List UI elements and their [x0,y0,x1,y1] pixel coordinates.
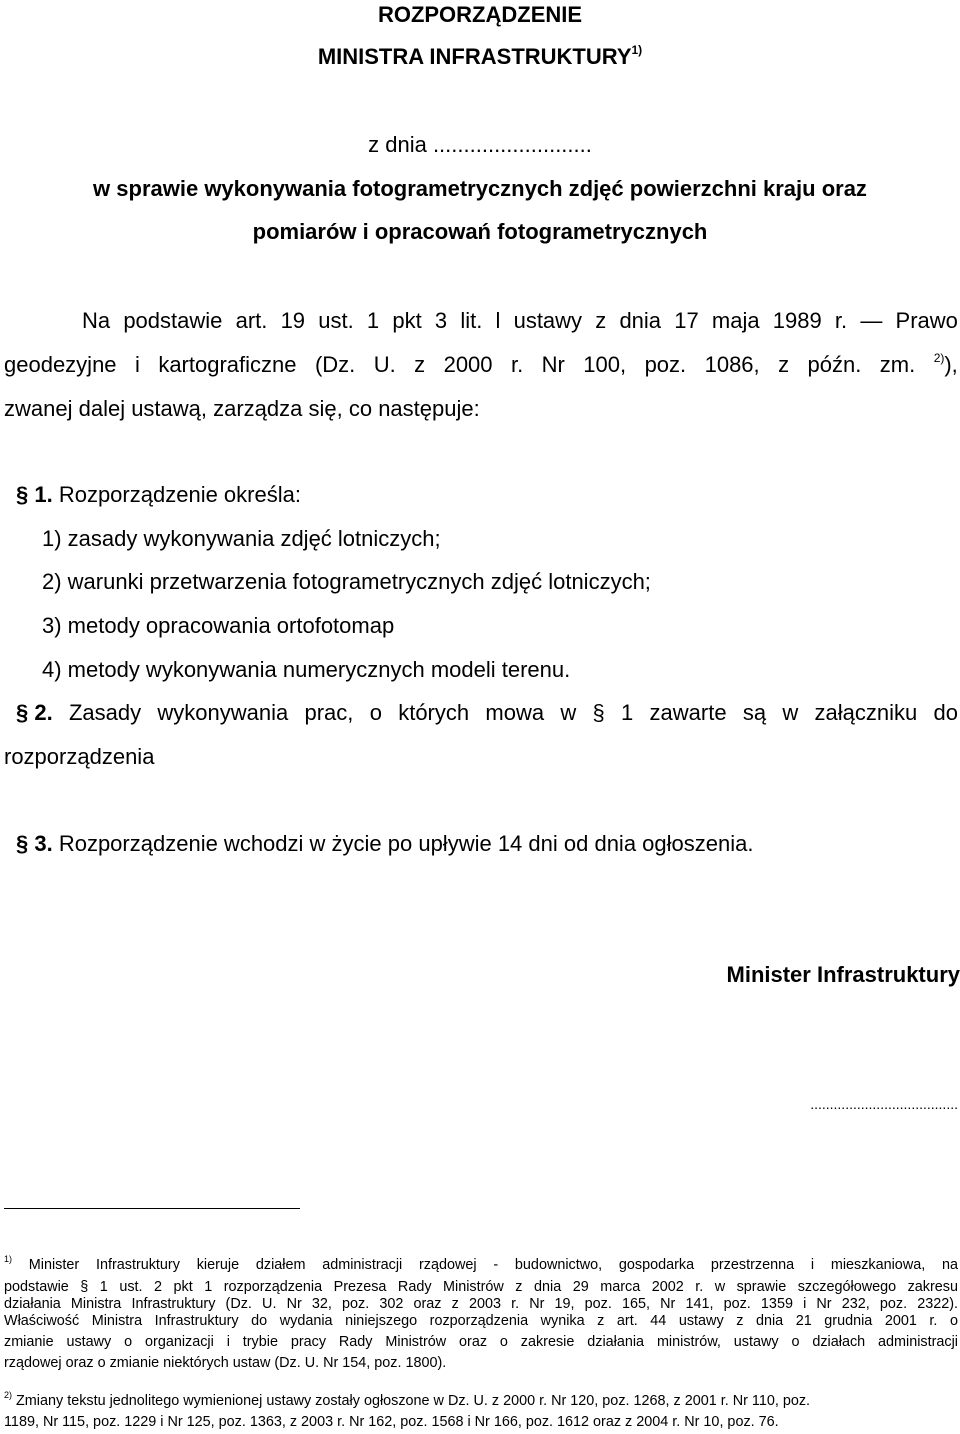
document-title [0,2,960,28]
word: 100, [583,352,627,377]
word: z [778,352,790,377]
word: 19 [280,308,306,333]
word: są [742,700,767,725]
date-line: z dnia .......................... [368,132,592,157]
footnote-1-ref: 1) [4,1254,13,1264]
word: geodezyjne [4,352,117,377]
word: prac, [304,700,354,725]
section-3-text: Rozporządzenie wchodzi w życie po upływie 14 dni od dnia ogłoszenia. [58,831,754,856]
footnote-1-line-2: podstawie § 1 ust. 2 pkt 1 rozporządzenia Prezesa Rady Ministrów z dnia 29 marca 2002 r. w sprawie szczegółowego zakresu [4,1279,958,1295]
word: 1086, [704,352,760,377]
preamble-line-1 [82,308,958,334]
word: z [595,308,607,333]
word: 1 [621,700,634,725]
word: r. [510,352,524,377]
word: 3 [434,308,448,333]
word: U. [373,352,396,377]
footnote-2-line-2: 1189, Nr 115, poz. 1229 i Nr 125, poz. 1363, z 2003 r. Nr 162, poz. 1568 i Nr 166, poz. 1612 oraz z 2004 r. Nr 10, poz. 76. [4,1414,779,1430]
word: lit. [460,308,483,333]
word: w [560,700,577,725]
word: Prawo [895,308,958,333]
list-item: 4) metody wykonywania numerycznych modeli terenu. [42,657,571,682]
word: których [398,700,470,725]
word: do [933,700,958,725]
footnote-1-line-5: zmianie ustawy o organizacji i trybie pracy Rady Ministrów oraz o zakresie działania ministrów, ustawy o działach administracji [4,1334,958,1350]
word: późn. [807,352,862,377]
footnote-text: Minister Infrastruktury kieruje działem administracji rządowej - budownictwo, gospodarka przestrzenna i mieszkaniowa, na [28,1257,958,1273]
word: podstawie [123,308,223,333]
preamble-line-2-tail [934,352,958,378]
word: ustawy [513,308,583,333]
word: 2000 [443,352,493,377]
word: (Dz. [314,352,356,377]
section-3-mark: § 3. [16,831,53,856]
footnote-1-line-1 [4,1254,958,1273]
document-subtitle [0,44,960,70]
word: wykonywania [157,700,289,725]
word: Nr [541,352,565,377]
word: poz. [644,352,687,377]
subject-line-1: w sprawie wykonywania fotogrametrycznych zdjęć powierzchni kraju oraz [93,176,867,201]
list-item: 1) zasady wykonywania zdjęć lotniczych; [42,526,441,551]
list-item: 3) metody opracowania ortofotomap [42,613,395,638]
footnote-1-line-4: Właściwość Ministra Infrastruktury do wydania niniejszego rozporządzenia wynika z art. 44 ustawy z dnia 21 grudnia 2001 r. o [4,1313,958,1329]
word: zm. [879,352,916,377]
word: art. [235,308,268,333]
word: r. [834,308,848,333]
word: w [782,700,799,725]
word: l [495,308,501,333]
footnote-1-line-6: rządowej oraz o zmianie niektórych ustaw (Dz. U. Nr 154, poz. 1800). [4,1355,447,1371]
title-line-2: MINISTRA INFRASTRUKTURY [317,44,632,69]
title-line-1: ROZPORZĄDZENIE [377,2,583,27]
word: załączniku [814,700,918,725]
footnote-1-line-3: działania Ministra Infrastruktury (Dz. U. Nr 32, poz. 302 oraz z 2003 r. Nr 19, poz. 165, Nr 141, poz. 1359 i Nr 232, poz. 2322). [4,1296,958,1312]
footnote-separator [4,1208,300,1209]
list-item: 2) warunki przetwarzenia fotogrametrycznych zdjęć lotniczych; [42,569,651,594]
word: dnia [619,308,662,333]
word: z [414,352,426,377]
footnote-2-ref: 2) [4,1390,13,1400]
section-3 [16,831,753,857]
word: zawarte [649,700,727,725]
word: pkt [392,308,422,333]
section-2-line-2: rozporządzenia [4,744,155,769]
preamble-line-2 [4,352,958,378]
section-1-lead: Rozporządzenie określa: [58,482,301,507]
word: § [592,700,605,725]
word: Na [82,308,111,333]
word: kartograficzne [158,352,297,377]
word: 17 [674,308,699,333]
word: mowa [485,700,545,725]
word: — [860,308,883,333]
footnote-ref-2: 2) [933,351,945,365]
section-1-mark: § 1. [16,482,53,507]
word: i [134,352,140,377]
word: ust. [318,308,354,333]
word: 1989 [772,308,822,333]
word: 1 [366,308,380,333]
signature-title: Minister Infrastruktury [726,962,960,987]
preamble-line-3: zwanej dalej ustawą, zarządza się, co następuje: [4,396,480,421]
word: maja [711,308,760,333]
word: o [369,700,382,725]
subject-line-2: pomiarów i opracowań fotogrametrycznych [252,219,708,244]
footnote-ref-1: 1) [631,43,643,57]
section-1-heading [16,482,301,508]
section-2-mark: § 2. [16,700,53,725]
preamble-line-2-end: ), [944,352,958,377]
word: Zasady [68,700,142,725]
section-2-line-1 [16,700,958,726]
footnote-2-line-1 [4,1390,811,1409]
signature-dots: ...................................... [810,1096,958,1112]
footnote-text: Zmiany tekstu jednolitego wymienionej ustawy zostały ogłoszone w Dz. U. z 2000 r. Nr 120, poz. 1268, z 2001 r. Nr 110, poz. [16,1393,811,1409]
